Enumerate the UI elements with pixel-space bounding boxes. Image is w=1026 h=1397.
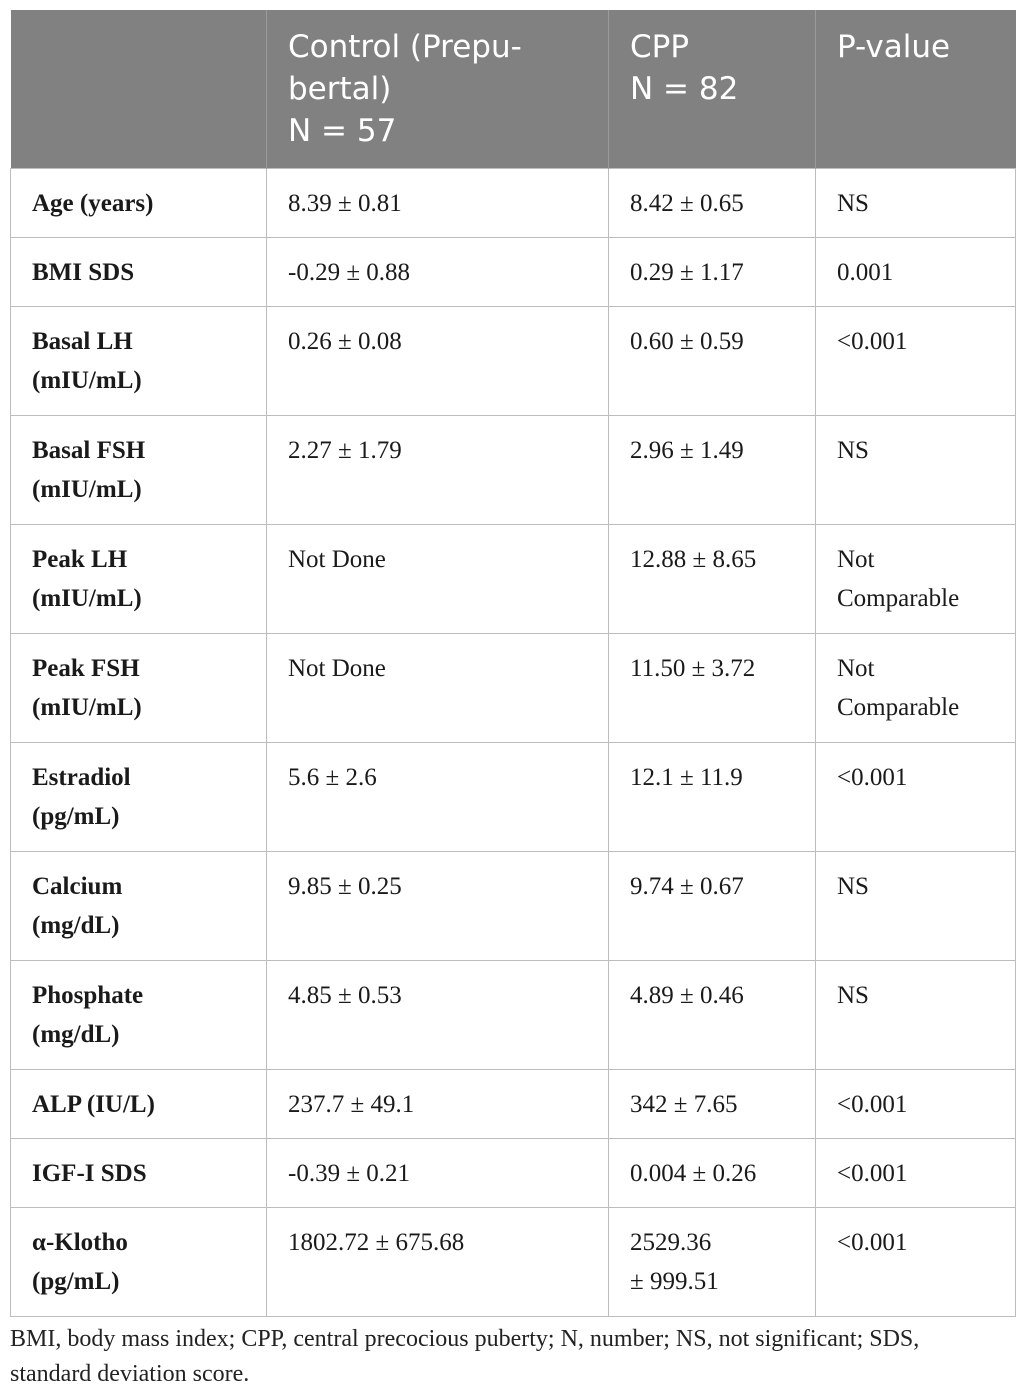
table-row	[11, 743, 1016, 852]
row-label-cell	[11, 238, 267, 307]
header-line: bertal)	[288, 71, 392, 107]
cell-line: Comparable	[837, 694, 960, 721]
row-label-cell	[11, 169, 267, 238]
footnote-line-1: BMI, body mass index; CPP, central precocious puberty; N, number; NS, not significant; SDS,	[10, 1326, 920, 1352]
p-value-cell	[816, 307, 1016, 416]
cell-line: 2.96 ± 1.49	[630, 437, 744, 464]
header-row	[11, 10, 1016, 169]
cell-line: (mIU/mL)	[32, 367, 142, 394]
control-value-cell	[267, 525, 609, 634]
cell-line: (mIU/mL)	[32, 694, 142, 721]
row-label-cell	[11, 416, 267, 525]
cell-line: Not Done	[288, 655, 386, 682]
cell-line: 0.001	[837, 259, 894, 286]
table-row	[11, 634, 1016, 743]
row-label-cell	[11, 743, 267, 852]
header-blank	[11, 10, 267, 169]
table-row	[11, 961, 1016, 1070]
control-value-cell	[267, 1139, 609, 1208]
cell-line: -0.29 ± 0.88	[288, 259, 411, 286]
cpp-value-cell	[609, 1139, 816, 1208]
cell-line: NS	[837, 982, 869, 1009]
header-line: N = 82	[630, 71, 739, 107]
header-p-value	[816, 10, 1016, 169]
cell-line: Not Done	[288, 546, 386, 573]
table-row	[11, 238, 1016, 307]
control-value-cell	[267, 1208, 609, 1317]
cell-line: Peak LH	[32, 546, 128, 573]
cell-line: 0.60 ± 0.59	[630, 328, 744, 355]
p-value-cell	[816, 1139, 1016, 1208]
table-row	[11, 416, 1016, 525]
control-value-cell	[267, 743, 609, 852]
table-row	[11, 169, 1016, 238]
table-body	[11, 169, 1016, 1317]
table-header	[11, 10, 1016, 169]
cell-line: Comparable	[837, 585, 960, 612]
row-label-cell	[11, 961, 267, 1070]
cell-line: 1802.72 ± 675.68	[288, 1229, 465, 1256]
cell-line: Peak FSH	[32, 655, 140, 682]
row-label-cell	[11, 1139, 267, 1208]
cell-line: Not	[837, 546, 875, 573]
cell-line: Estradiol	[32, 764, 131, 791]
header-line: P-value	[837, 29, 951, 65]
p-value-cell	[816, 169, 1016, 238]
control-value-cell	[267, 1070, 609, 1139]
cell-line: <0.001	[837, 1091, 908, 1118]
cell-line: Calcium	[32, 873, 123, 900]
cpp-value-cell	[609, 169, 816, 238]
table-row	[11, 525, 1016, 634]
cell-line: 2529.36	[630, 1229, 712, 1256]
cell-line: NS	[837, 437, 869, 464]
p-value-cell	[816, 1208, 1016, 1317]
cell-line: 237.7 ± 49.1	[288, 1091, 415, 1118]
cpp-value-cell	[609, 1070, 816, 1139]
p-value-cell	[816, 238, 1016, 307]
cell-line: <0.001	[837, 1160, 908, 1187]
table-row	[11, 1208, 1016, 1317]
cell-line: 9.85 ± 0.25	[288, 873, 402, 900]
cell-line: 4.89 ± 0.46	[630, 982, 744, 1009]
p-value-cell	[816, 852, 1016, 961]
header-control	[267, 10, 609, 169]
cpp-value-cell	[609, 416, 816, 525]
row-label-cell	[11, 634, 267, 743]
results-table	[10, 10, 1016, 1317]
cell-line: 8.39 ± 0.81	[288, 190, 402, 217]
cpp-value-cell	[609, 961, 816, 1070]
cell-line: <0.001	[837, 764, 908, 791]
cell-line: NS	[837, 190, 869, 217]
results-table-container	[10, 10, 1015, 1317]
cell-line: α-Klotho	[32, 1229, 128, 1256]
cell-line: 8.42 ± 0.65	[630, 190, 744, 217]
cell-line: NS	[837, 873, 869, 900]
cell-line: Not	[837, 655, 875, 682]
row-label-cell	[11, 852, 267, 961]
control-value-cell	[267, 169, 609, 238]
cell-line: (pg/mL)	[32, 803, 120, 830]
cell-line: IGF-I SDS	[32, 1160, 147, 1187]
cpp-value-cell	[609, 307, 816, 416]
table-row	[11, 852, 1016, 961]
header-line: Control (Prepu-	[288, 29, 522, 65]
cell-line: -0.39 ± 0.21	[288, 1160, 411, 1187]
table-row	[11, 1139, 1016, 1208]
control-value-cell	[267, 961, 609, 1070]
cell-line: Age (years)	[32, 190, 154, 217]
cell-line: 11.50 ± 3.72	[630, 655, 756, 682]
cell-line: Basal FSH	[32, 437, 146, 464]
cell-line: (pg/mL)	[32, 1268, 120, 1295]
cell-line: 5.6 ± 2.6	[288, 764, 377, 791]
cell-line: <0.001	[837, 328, 908, 355]
header-cpp	[609, 10, 816, 169]
p-value-cell	[816, 634, 1016, 743]
control-value-cell	[267, 852, 609, 961]
cell-line: 4.85 ± 0.53	[288, 982, 402, 1009]
cell-line: (mIU/mL)	[32, 585, 142, 612]
row-label-cell	[11, 307, 267, 416]
cell-line: BMI SDS	[32, 259, 135, 286]
p-value-cell	[816, 416, 1016, 525]
cpp-value-cell	[609, 743, 816, 852]
cpp-value-cell	[609, 525, 816, 634]
row-label-cell	[11, 525, 267, 634]
p-value-cell	[816, 961, 1016, 1070]
control-value-cell	[267, 307, 609, 416]
cell-line: 0.29 ± 1.17	[630, 259, 744, 286]
cell-line: 9.74 ± 0.67	[630, 873, 744, 900]
cpp-value-cell	[609, 1208, 816, 1317]
cell-line: ALP (IU/L)	[32, 1091, 155, 1118]
header-line: N = 57	[288, 113, 397, 149]
table-row	[11, 307, 1016, 416]
cell-line: 12.88 ± 8.65	[630, 546, 757, 573]
cell-line: 0.26 ± 0.08	[288, 328, 402, 355]
footnote-line-2: standard deviation score.	[10, 1361, 250, 1387]
control-value-cell	[267, 634, 609, 743]
cell-line: (mIU/mL)	[32, 476, 142, 503]
cpp-value-cell	[609, 634, 816, 743]
cell-line: (mg/dL)	[32, 1021, 120, 1048]
cpp-value-cell	[609, 852, 816, 961]
cell-line: Phosphate	[32, 982, 144, 1009]
cell-line: 0.004 ± 0.26	[630, 1160, 757, 1187]
control-value-cell	[267, 238, 609, 307]
p-value-cell	[816, 525, 1016, 634]
cell-line: 342 ± 7.65	[630, 1091, 738, 1118]
cell-line: ± 999.51	[630, 1268, 719, 1295]
row-label-cell	[11, 1070, 267, 1139]
cell-line: 12.1 ± 11.9	[630, 764, 743, 791]
cell-line: 2.27 ± 1.79	[288, 437, 402, 464]
p-value-cell	[816, 743, 1016, 852]
header-line: CPP	[630, 29, 690, 65]
cell-line: Basal LH	[32, 328, 133, 355]
row-label-cell	[11, 1208, 267, 1317]
cell-line: <0.001	[837, 1229, 908, 1256]
control-value-cell	[267, 416, 609, 525]
table-footnote	[10, 1322, 1015, 1392]
cell-line: (mg/dL)	[32, 912, 120, 939]
p-value-cell	[816, 1070, 1016, 1139]
table-row	[11, 1070, 1016, 1139]
cpp-value-cell	[609, 238, 816, 307]
